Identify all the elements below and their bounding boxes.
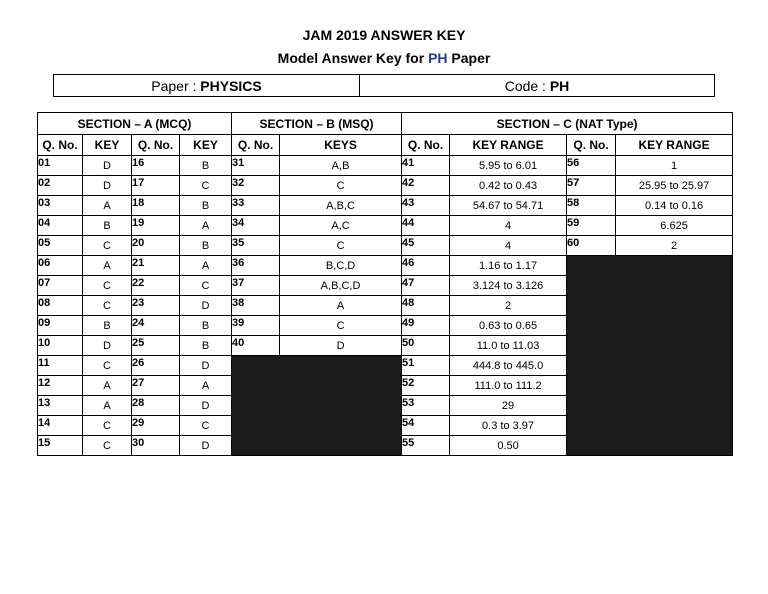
question-number: 38 xyxy=(232,296,280,316)
answer-keys: A xyxy=(280,296,402,316)
answer-key-range: 3.124 to 3.126 xyxy=(450,276,567,296)
paper-info-box xyxy=(53,74,715,97)
question-number: 23 xyxy=(132,296,180,316)
question-number: 33 xyxy=(232,196,280,216)
question-number: 57 xyxy=(567,176,616,196)
answer-keys: C xyxy=(280,176,402,196)
table-row xyxy=(38,216,733,236)
question-number: 24 xyxy=(132,316,180,336)
question-number: 13 xyxy=(38,396,83,416)
question-number: 02 xyxy=(38,176,83,196)
answer-key: C xyxy=(180,416,232,436)
question-number: 49 xyxy=(402,316,450,336)
question-number: 52 xyxy=(402,376,450,396)
answer-key-range: 0.42 to 0.43 xyxy=(450,176,567,196)
answer-key-range: 0.50 xyxy=(450,436,567,456)
question-number: 44 xyxy=(402,216,450,236)
question-number: 58 xyxy=(567,196,616,216)
answer-keys: D xyxy=(280,336,402,356)
answer-keys: B,C,D xyxy=(280,256,402,276)
answer-key-range: 111.0 to 111.2 xyxy=(450,376,567,396)
question-number: 41 xyxy=(402,156,450,176)
question-number: 20 xyxy=(132,236,180,256)
col-header-key: KEY xyxy=(83,135,132,156)
question-number: 54 xyxy=(402,416,450,436)
question-number: 04 xyxy=(38,216,83,236)
question-number: 32 xyxy=(232,176,280,196)
question-number: 53 xyxy=(402,396,450,416)
answer-rows xyxy=(38,156,733,456)
answer-key-range: 29 xyxy=(450,396,567,416)
code-label: Code : xyxy=(504,77,550,94)
answer-key: B xyxy=(83,216,132,236)
table-row xyxy=(38,156,733,176)
answer-key-range: 4 xyxy=(450,236,567,256)
answer-key: B xyxy=(180,156,232,176)
answer-key: D xyxy=(83,156,132,176)
answer-key-range: 4 xyxy=(450,216,567,236)
answer-key: D xyxy=(180,396,232,416)
question-number: 07 xyxy=(38,276,83,296)
col-header-keys: KEYS xyxy=(280,135,402,156)
col-header-key-range: KEY RANGE xyxy=(450,135,567,156)
answer-key: C xyxy=(83,276,132,296)
answer-key: A xyxy=(180,216,232,236)
question-number: 31 xyxy=(232,156,280,176)
answer-key-range: 5.95 to 6.01 xyxy=(450,156,567,176)
question-number: 50 xyxy=(402,336,450,356)
question-number: 17 xyxy=(132,176,180,196)
question-number: 21 xyxy=(132,256,180,276)
answer-key: D xyxy=(180,296,232,316)
question-number: 56 xyxy=(567,156,616,176)
answer-key: B xyxy=(180,236,232,256)
col-header-key: KEY xyxy=(180,135,232,156)
answer-key: A xyxy=(83,376,132,396)
table-row xyxy=(38,176,733,196)
code-cell xyxy=(360,75,714,96)
answer-key: C xyxy=(83,296,132,316)
answer-key: A xyxy=(180,376,232,396)
answer-key: D xyxy=(180,356,232,376)
table-row xyxy=(38,196,733,216)
answer-key: D xyxy=(180,436,232,456)
document-subtitle xyxy=(0,50,768,66)
question-number: 29 xyxy=(132,416,180,436)
question-number: 34 xyxy=(232,216,280,236)
question-number: 60 xyxy=(567,236,616,256)
answer-keys: C xyxy=(280,236,402,256)
answer-key-range: 6.625 xyxy=(616,216,733,236)
question-number: 51 xyxy=(402,356,450,376)
answer-key: C xyxy=(83,236,132,256)
question-number: 08 xyxy=(38,296,83,316)
subtitle-paper-code: PH xyxy=(428,50,448,66)
subtitle-prefix: Model Answer Key for xyxy=(277,50,429,66)
question-number: 09 xyxy=(38,316,83,336)
col-header-qno: Q. No. xyxy=(567,135,616,156)
answer-keys: A,C xyxy=(280,216,402,236)
question-number: 42 xyxy=(402,176,450,196)
answer-keys: A,B xyxy=(280,156,402,176)
question-number: 36 xyxy=(232,256,280,276)
answer-key: A xyxy=(180,256,232,276)
answer-key-range: 0.3 to 3.97 xyxy=(450,416,567,436)
answer-key-range: 2 xyxy=(450,296,567,316)
answer-key: B xyxy=(83,316,132,336)
answer-key-range: 1 xyxy=(616,156,733,176)
question-number: 39 xyxy=(232,316,280,336)
question-number: 47 xyxy=(402,276,450,296)
question-number: 11 xyxy=(38,356,83,376)
question-number: 45 xyxy=(402,236,450,256)
question-number: 43 xyxy=(402,196,450,216)
question-number: 18 xyxy=(132,196,180,216)
code-value: PH xyxy=(549,77,570,94)
answer-key-table xyxy=(37,112,733,456)
col-header-qno: Q. No. xyxy=(232,135,280,156)
question-number: 22 xyxy=(132,276,180,296)
answer-key-range: 25.95 to 25.97 xyxy=(616,176,733,196)
question-number: 19 xyxy=(132,216,180,236)
question-number: 28 xyxy=(132,396,180,416)
answer-key: A xyxy=(83,256,132,276)
question-number: 27 xyxy=(132,376,180,396)
question-number: 26 xyxy=(132,356,180,376)
answer-key: A xyxy=(83,396,132,416)
section-c-header: SECTION – C (NAT Type) xyxy=(402,113,733,135)
col-header-qno: Q. No. xyxy=(132,135,180,156)
question-number: 55 xyxy=(402,436,450,456)
answer-key: D xyxy=(83,176,132,196)
answer-key-range: 2 xyxy=(616,236,733,256)
answer-key: A xyxy=(83,196,132,216)
answer-key-range: 444.8 to 445.0 xyxy=(450,356,567,376)
question-number: 10 xyxy=(38,336,83,356)
answer-key-range: 0.14 to 0.16 xyxy=(616,196,733,216)
subtitle-suffix: Paper xyxy=(447,50,491,66)
answer-key-range: 54.67 to 54.71 xyxy=(450,196,567,216)
answer-keys: A,B,C,D xyxy=(280,276,402,296)
question-number: 59 xyxy=(567,216,616,236)
answer-key: B xyxy=(180,196,232,216)
answer-key-range: 1.16 to 1.17 xyxy=(450,256,567,276)
paper-value: PHYSICS xyxy=(200,77,262,94)
answer-keys: C xyxy=(280,316,402,336)
col-header-qno: Q. No. xyxy=(38,135,83,156)
section-b-header: SECTION – B (MSQ) xyxy=(232,113,402,135)
col-header-key-range: KEY RANGE xyxy=(616,135,733,156)
question-number: 25 xyxy=(132,336,180,356)
question-number: 14 xyxy=(38,416,83,436)
question-number: 48 xyxy=(402,296,450,316)
answer-key: B xyxy=(180,316,232,336)
paper-cell xyxy=(54,75,360,96)
table-row xyxy=(38,256,733,276)
question-number: 35 xyxy=(232,236,280,256)
question-number: 01 xyxy=(38,156,83,176)
question-number: 06 xyxy=(38,256,83,276)
question-number: 37 xyxy=(232,276,280,296)
answer-key-range: 11.0 to 11.03 xyxy=(450,336,567,356)
question-number: 12 xyxy=(38,376,83,396)
question-number: 40 xyxy=(232,336,280,356)
question-number: 05 xyxy=(38,236,83,256)
question-number: 30 xyxy=(132,436,180,456)
answer-key-range: 0.63 to 0.65 xyxy=(450,316,567,336)
question-number: 03 xyxy=(38,196,83,216)
answer-key: B xyxy=(180,336,232,356)
answer-key: C xyxy=(83,436,132,456)
blank-block xyxy=(232,356,402,456)
answer-key: D xyxy=(83,336,132,356)
question-number: 16 xyxy=(132,156,180,176)
section-a-header: SECTION – A (MCQ) xyxy=(38,113,232,135)
answer-keys: A,B,C xyxy=(280,196,402,216)
document-title: JAM 2019 ANSWER KEY xyxy=(302,27,466,43)
answer-key: C xyxy=(83,416,132,436)
col-header-qno: Q. No. xyxy=(402,135,450,156)
paper-label: Paper : xyxy=(151,77,201,94)
question-number: 46 xyxy=(402,256,450,276)
blank-block xyxy=(567,256,733,456)
answer-key: C xyxy=(83,356,132,376)
question-number: 15 xyxy=(38,436,83,456)
table-row xyxy=(38,236,733,256)
answer-key: C xyxy=(180,176,232,196)
answer-key: C xyxy=(180,276,232,296)
